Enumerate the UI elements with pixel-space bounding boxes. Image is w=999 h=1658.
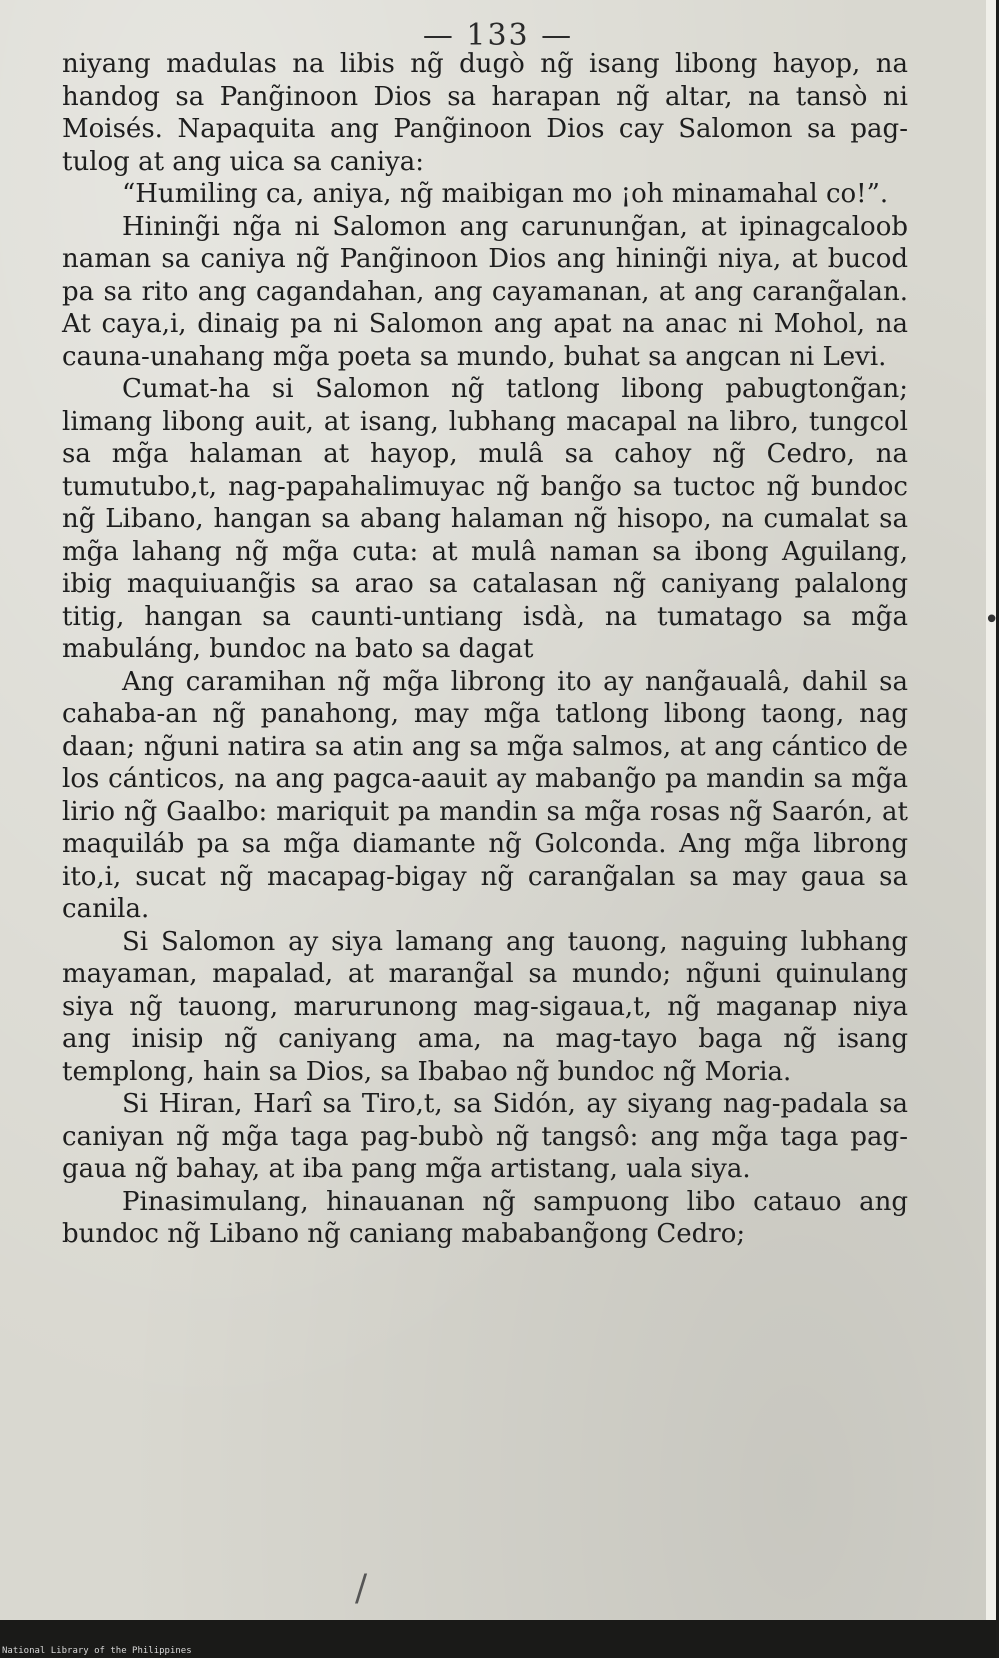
library-credit: National Library of the Philippines: [2, 1646, 192, 1656]
paragraph-8: Pinasimulang, hinauanan ng̃ sampuong libo catauo ang bundoc ng̃ Libano ng̃ caniang mababang̃ong Cedro;: [62, 1186, 908, 1249]
margin-dot-mark: •: [984, 605, 999, 635]
paragraph-3: Hining̃i ng̃a ni Salomon ang carunung̃an, at ipinagcaloob naman sa caniya ng̃ Pang̃inoon Dios ang hining̃i niya, at bucod pa sa rito ang cagandahan, ang cayamanan, at ang carang̃alan. At caya,i, dinaig pa ni Salomon ang apat na anac ni Mohol, na cauna-unahang mg̃a poeta sa mundo, buhat sa angcan ni Levi.: [62, 211, 908, 372]
pencil-slash-mark: /: [355, 1568, 368, 1609]
paragraph-6: Si Salomon ay siya lamang ang tauong, naguing lubhang mayaman, mapalad, at marang̃al sa mundo; ng̃uni quinulang siya ng̃ tauong, marurunong mag-sigaua,t, ng̃ maganap niya ang inisip ng̃ caniyang ama, na mag-tayo baga ng̃ isang templong, hain sa Dios, sa Ibabao ng̃ bundoc ng̃ Moria.: [62, 926, 908, 1087]
page-number: — 133 —: [422, 18, 574, 53]
paragraph-4: Cumat-ha si Salomon ng̃ tatlong libong pabugtong̃an; limang libong auit, at isang, lubhang macapal na libro, tungcol sa mg̃a halaman at hayop, mulâ sa cahoy ng̃ Cedro, na tumutubo,t, nag-papahalimuyac ng̃ bang̃o sa tuctoc ng̃ bundoc ng̃ Libano, hangan sa abang halaman ng̃ hisopo, na cumalat sa mg̃a lahang ng̃ mg̃a cuta: at mulâ naman sa ibong Aguilang, ibig maquiuang̃is sa arao sa catalasan ng̃ caniyang palalong titig, hangan sa caunti-untiang isdà, na tumatago sa mg̃a mabuláng, bundoc na bato sa dagat: [62, 374, 908, 664]
paragraph-2: “Humiling ca, aniya, ng̃ maibigan mo ¡oh minamahal co!”.: [122, 179, 889, 209]
paragraph-1: niyang madulas na libis ng̃ dugò ng̃ isang libong hayop, na handog sa Pang̃inoon Dios sa harapan ng̃ altar, na tansò ni Moisés. Napaquita ang Pang̃inoon Dios cay Salomon sa pag-tulog at ang uica sa caniya:: [62, 49, 908, 177]
paragraph-5: Ang caramihan ng̃ mg̃a librong ito ay nang̃aualâ, dahil sa cahaba-an ng̃ panahong, may mg̃a tatlong libong taong, nag daan; ng̃uni natira sa atin ang sa mg̃a salmos, at ang cántico de los cánticos, na ang pagca-aauit ay mabang̃o pa mandin sa mg̃a lirio ng̃ Gaalbo: mariquit pa mandin sa mg̃a rosas ng̃ Saarón, at maquiláb pa sa mg̃a diamante ng̃ Golconda. Ang mg̃a librong ito,i, sucat ng̃ macapag-bigay ng̃ carang̃alan sa may gaua sa canila.: [62, 666, 908, 924]
paragraph-7: Si Hiran, Harî sa Tiro,t, sa Sidón, ay siyang nag-padala sa caniyan ng̃ mg̃a taga pag-bubò ng̃ tangsô: ang mg̃a taga pag-gaua ng̃ bahay, at iba pang mg̃a artistang, uala siya.: [62, 1089, 908, 1184]
page-edge: [986, 0, 996, 1620]
body-text: [62, 48, 908, 1251]
